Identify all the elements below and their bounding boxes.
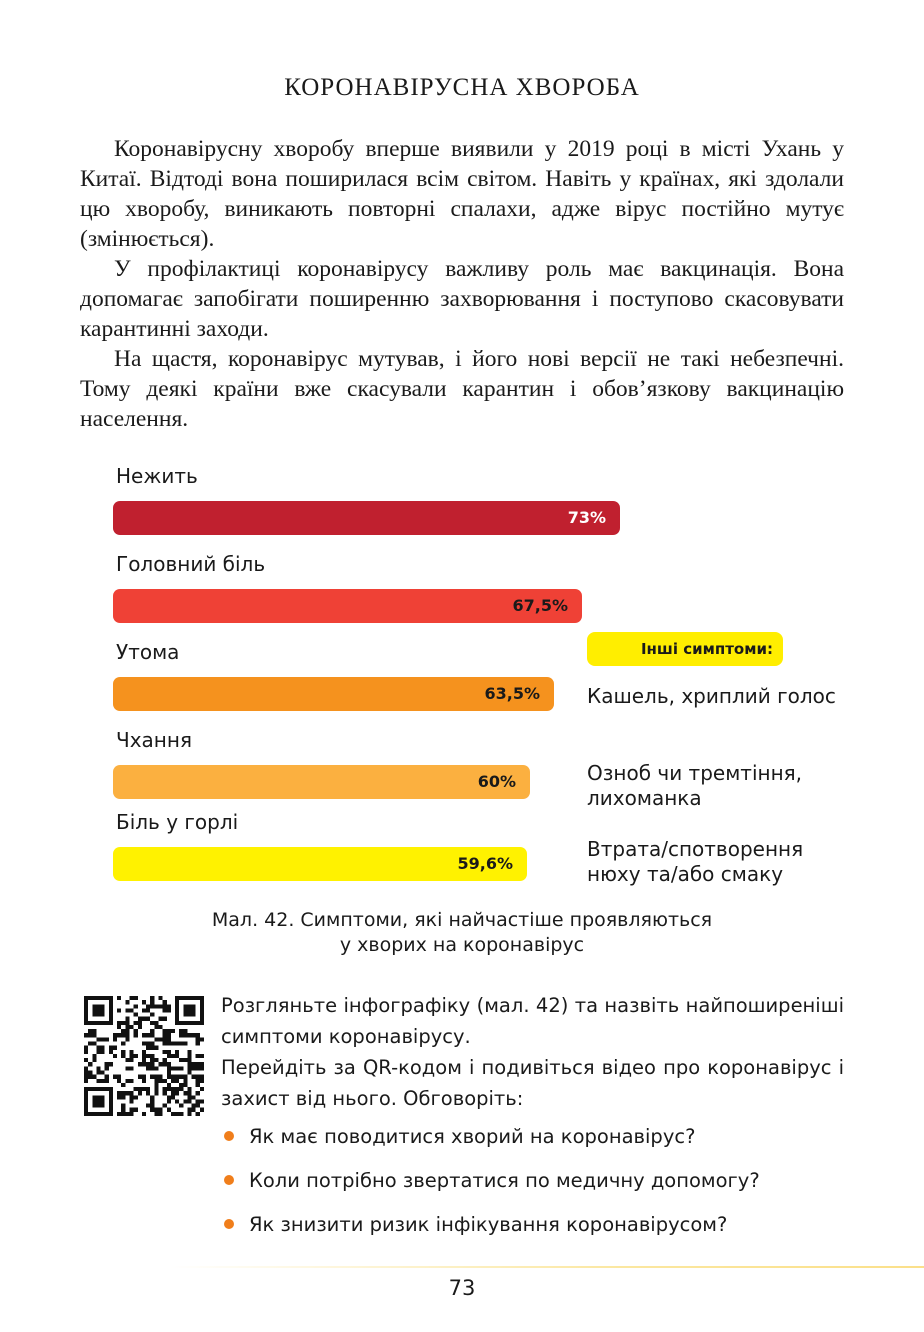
intro-text: [80, 134, 844, 434]
bar-value-label: 60%: [477, 772, 516, 791]
category-label: Головний біль: [116, 552, 266, 576]
figure-caption: [0, 908, 924, 958]
bar-value-label: 67,5%: [512, 596, 568, 615]
bar: [113, 589, 582, 623]
other-symptom-1: Кашель, хриплий голос: [587, 684, 836, 708]
question-text: Як знизити ризик інфікування коронавірусом?: [249, 1213, 728, 1236]
paragraph-1: Коронавірусну хворобу вперше виявили у 2019 році в місті Ухань у Китаї. Відтоді вона поширилася всім світом. Навіть у країнах, які здолали цю хворобу, виникають повторні спалахи, адже вірус постійно мутує (змінюється).: [80, 136, 844, 252]
bullet-icon: [224, 1131, 234, 1141]
bullet-icon: [224, 1175, 234, 1185]
bar-value-label: 73%: [567, 508, 606, 527]
question-text: Коли потрібно звертатися по медичну допомогу?: [249, 1169, 760, 1192]
qr-code[interactable]: [84, 996, 204, 1116]
task-text-2: Перейдіть за QR-кодом і подивіться відео про коронавірус і захист від нього. Обговоріть:: [221, 1056, 844, 1110]
bar-value-label: 63,5%: [484, 684, 540, 703]
category-label: Утома: [116, 640, 180, 664]
bar: [113, 847, 527, 881]
category-label: Чхання: [116, 728, 192, 752]
bar: [113, 765, 530, 799]
bar: [113, 501, 620, 535]
category-label: Біль у горлі: [116, 810, 239, 834]
bar-value-label: 59,6%: [457, 854, 513, 873]
question-list: [221, 1120, 760, 1252]
bar: [113, 677, 554, 711]
other-symptoms-badge: Інші симптоми:: [587, 632, 783, 666]
page-title: КОРОНАВІРУСНА ХВОРОБА: [284, 74, 640, 101]
task-text-1: Розгляньте інфографіку (мал. 42) та назвіть найпоширеніші симптоми коронавірусу.: [221, 994, 844, 1048]
list-item: [221, 1208, 760, 1252]
other-symptom-3: Втрата/спотворення нюху та/або смаку: [587, 837, 804, 886]
question-text: Як має поводитися хворий на коронавірус?: [249, 1125, 696, 1148]
bullet-icon: [224, 1219, 234, 1229]
caption-line-1: Мал. 42. Симптоми, які найчастіше проявляються: [211, 909, 713, 931]
paragraph-3: На щастя, коронавірус мутував, і його нові версії не такі небезпечні. Тому деякі країни вже скасували карантин і обов’язкову вакцинацію населення.: [80, 346, 844, 432]
other-symptom-2: Озноб чи тремтіння, лихоманка: [587, 761, 803, 810]
caption-line-2: у хворих на коронавірус: [339, 934, 585, 956]
footer-divider: [170, 1266, 924, 1268]
page-number: 73: [448, 1276, 476, 1300]
category-label: Нежить: [116, 464, 198, 488]
list-item: [221, 1120, 760, 1164]
list-item: [221, 1164, 760, 1208]
paragraph-2: У профілактиці коронавірусу важливу роль має вакцинація. Вона допомагає запобігати поширенню захворювання і поступово скасовувати карантинні заходи.: [80, 256, 844, 342]
